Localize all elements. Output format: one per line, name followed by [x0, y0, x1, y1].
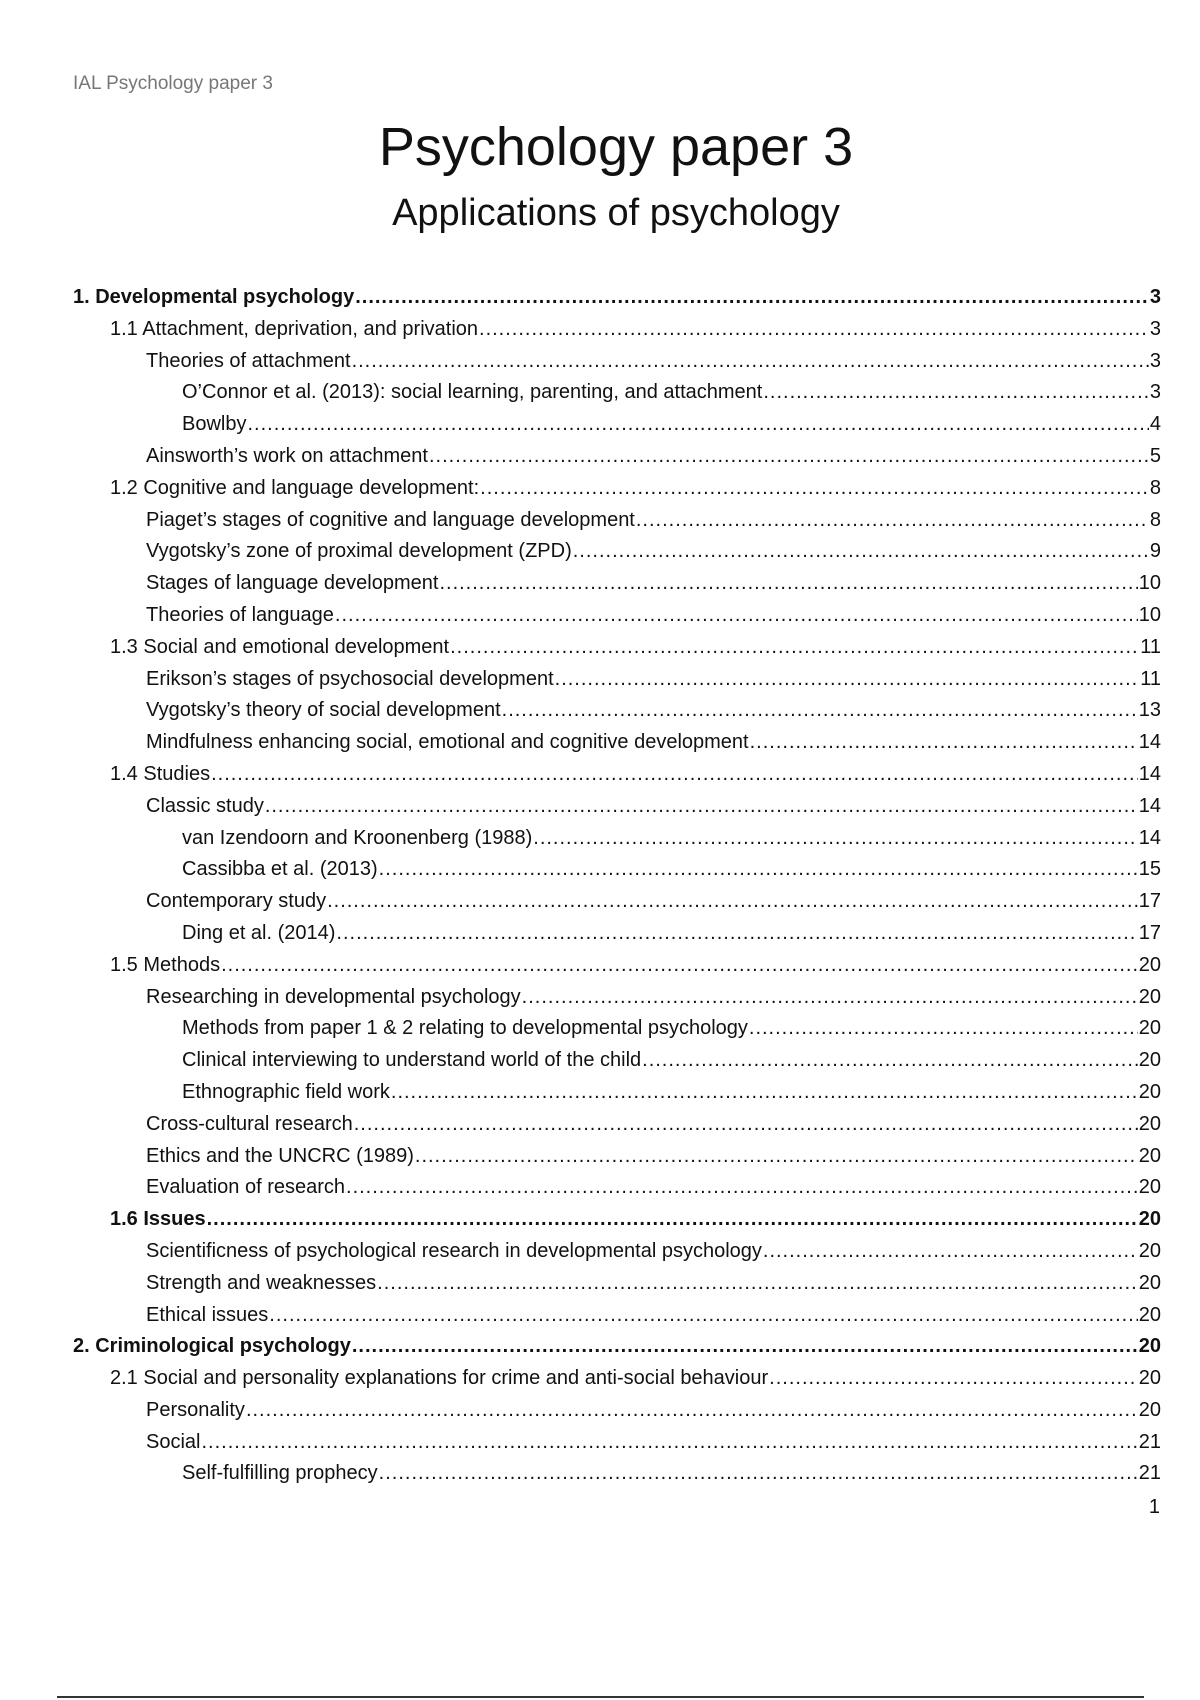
toc-entry-label: O’Connor et al. (2013): social learning, parenting, and attachment: [182, 381, 763, 404]
toc-dot-leader: [207, 1204, 1138, 1236]
toc-entry[interactable]: [73, 886, 1161, 918]
toc-dot-leader: [269, 1300, 1137, 1332]
toc-dot-leader: [429, 441, 1149, 473]
page-subtitle: Applications of psychology: [392, 192, 840, 234]
toc-entry[interactable]: [73, 1045, 1161, 1077]
toc-entry-page: 14: [1138, 826, 1161, 849]
toc-dot-leader: [211, 759, 1138, 791]
toc-entry-label: Erikson’s stages of psychosocial development: [146, 667, 554, 690]
toc-entry-page: 3: [1149, 317, 1161, 340]
toc-entry-label: van Izendoorn and Kroonenberg (1988): [182, 826, 533, 849]
toc-dot-leader: [555, 664, 1140, 696]
toc-dot-leader: [749, 1013, 1138, 1045]
toc-entry[interactable]: [73, 536, 1161, 568]
toc-entry-label: 1.2 Cognitive and language development:: [110, 476, 480, 499]
toc-dot-leader: [335, 600, 1138, 632]
toc-entry[interactable]: [73, 505, 1161, 537]
toc-entry[interactable]: [73, 854, 1161, 886]
toc-dot-leader: [763, 377, 1149, 409]
toc-dot-leader: [439, 568, 1137, 600]
toc-dot-leader: [377, 1268, 1138, 1300]
toc-entry-label: Piaget’s stages of cognitive and language development: [146, 508, 635, 531]
toc-entry-page: 5: [1149, 444, 1161, 467]
toc-entry-label: Ethics and the UNCRC (1989): [146, 1144, 414, 1167]
toc-entry-page: 20: [1138, 1112, 1161, 1135]
toc-entry-label: 1.3 Social and emotional development: [110, 635, 450, 658]
toc-entry-page: 15: [1138, 858, 1161, 881]
toc-dot-leader: [450, 632, 1139, 664]
toc-entry-page: 20: [1138, 1176, 1161, 1199]
toc-entry-page: 17: [1138, 890, 1161, 913]
toc-entry-label: Stages of language development: [146, 572, 439, 595]
toc-entry-page: 13: [1138, 699, 1161, 722]
toc-entry-page: 20: [1138, 1367, 1161, 1390]
running-header: IAL Psychology paper 3: [73, 73, 273, 94]
toc-entry-label: Evaluation of research: [146, 1176, 346, 1199]
toc-dot-leader: [415, 1141, 1138, 1173]
toc-entry-label: 1.6 Issues: [110, 1208, 206, 1231]
toc-entry-label: Self-fulfilling prophecy: [182, 1462, 378, 1485]
toc-entry-label: Ding et al. (2014): [182, 921, 336, 944]
toc-entry-label: Scientificness of psychological research in developmental psychology: [146, 1239, 762, 1262]
toc-entry-page: 9: [1149, 540, 1161, 563]
toc-entry-page: 20: [1138, 1049, 1161, 1072]
toc-entry-label: 1.5 Methods: [110, 953, 221, 976]
toc-entry-page: 4: [1149, 413, 1161, 436]
toc-entry-label: Mindfulness enhancing social, emotional and cognitive development: [146, 731, 749, 754]
toc-entry[interactable]: [73, 727, 1161, 759]
toc-entry[interactable]: [73, 1077, 1161, 1109]
toc-entry-page: 20: [1138, 1080, 1161, 1103]
toc-entry-page: 20: [1138, 1017, 1161, 1040]
toc-entry[interactable]: [73, 1141, 1161, 1173]
toc-dot-leader: [352, 346, 1149, 378]
toc-entry[interactable]: [73, 1458, 1161, 1490]
toc-dot-leader: [522, 982, 1138, 1014]
toc-dot-leader: [346, 1172, 1138, 1204]
toc-entry[interactable]: [73, 1013, 1161, 1045]
toc-entry-label: Methods from paper 1 & 2 relating to developmental psychology: [182, 1017, 748, 1040]
toc-entry-page: 3: [1149, 286, 1161, 308]
toc-entry-page: 20: [1138, 1271, 1161, 1294]
toc-entry[interactable]: [73, 409, 1161, 441]
toc-dot-leader: [533, 823, 1137, 855]
toc-entry[interactable]: [73, 1395, 1161, 1427]
table-of-contents: [73, 282, 1161, 1490]
toc-entry[interactable]: [73, 600, 1161, 632]
toc-entry-label: Bowlby: [182, 413, 247, 436]
toc-dot-leader: [336, 918, 1137, 950]
toc-entry[interactable]: [73, 1363, 1161, 1395]
toc-entry-label: Ainsworth’s work on attachment: [146, 444, 428, 467]
toc-entry[interactable]: [73, 1236, 1161, 1268]
toc-entry-label: Clinical interviewing to understand world of the child: [182, 1049, 642, 1072]
toc-dot-leader: [636, 505, 1149, 537]
toc-dot-leader: [750, 727, 1138, 759]
toc-dot-leader: [265, 791, 1138, 823]
toc-dot-leader: [201, 1427, 1137, 1459]
toc-entry[interactable]: [73, 1300, 1161, 1332]
toc-entry[interactable]: [73, 1109, 1161, 1141]
toc-entry-page: 10: [1138, 572, 1161, 595]
toc-entry-page: 17: [1138, 921, 1161, 944]
toc-dot-leader: [379, 1458, 1138, 1490]
toc-entry-label: Classic study: [146, 794, 264, 817]
toc-dot-leader: [221, 950, 1138, 982]
toc-entry[interactable]: [73, 632, 1161, 664]
toc-dot-leader: [769, 1363, 1138, 1395]
toc-dot-leader: [327, 886, 1138, 918]
toc-entry-page: 11: [1140, 635, 1161, 658]
toc-entry-label: 1.1 Attachment, deprivation, and privation: [110, 317, 479, 340]
toc-entry-page: 10: [1138, 603, 1161, 626]
toc-entry[interactable]: [73, 695, 1161, 727]
toc-dot-leader: [352, 1331, 1138, 1363]
toc-dot-leader: [642, 1045, 1138, 1077]
toc-entry[interactable]: [73, 314, 1161, 346]
toc-entry-page: 20: [1138, 985, 1161, 1008]
page-title: Psychology paper 3: [378, 117, 854, 177]
toc-entry[interactable]: [73, 1268, 1161, 1300]
toc-entry[interactable]: [73, 1204, 1161, 1236]
toc-entry-label: 1. Developmental psychology: [73, 286, 355, 308]
toc-entry-label: Theories of attachment: [146, 349, 351, 372]
toc-entry[interactable]: [73, 1172, 1161, 1204]
toc-entry-label: 1.4 Studies: [110, 762, 211, 785]
toc-entry-page: 14: [1138, 762, 1161, 785]
toc-entry[interactable]: [73, 918, 1161, 950]
toc-entry[interactable]: [73, 950, 1161, 982]
toc-dot-leader: [502, 695, 1138, 727]
toc-entry-page: 3: [1149, 349, 1161, 372]
toc-entry-label: Researching in developmental psychology: [146, 985, 521, 1008]
toc-entry[interactable]: [73, 568, 1161, 600]
toc-entry-page: 3: [1149, 381, 1161, 404]
toc-entry[interactable]: [73, 1427, 1161, 1459]
toc-entry-label: Strength and weaknesses: [146, 1271, 377, 1294]
toc-entry[interactable]: [73, 759, 1161, 791]
toc-entry-page: 14: [1138, 731, 1161, 754]
toc-dot-leader: [355, 282, 1149, 314]
toc-entry-page: 20: [1138, 1303, 1161, 1326]
toc-dot-leader: [379, 854, 1138, 886]
toc-entry-label: Cross-cultural research: [146, 1112, 353, 1135]
toc-dot-leader: [246, 1395, 1138, 1427]
toc-entry-page: 20: [1138, 1239, 1161, 1262]
toc-entry-label: Social: [146, 1430, 201, 1453]
toc-entry[interactable]: [73, 282, 1161, 314]
toc-dot-leader: [479, 314, 1149, 346]
toc-entry-label: Contemporary study: [146, 890, 327, 913]
toc-dot-leader: [573, 536, 1149, 568]
toc-entry-label: 2.1 Social and personality explanations for crime and anti-social behaviour: [110, 1367, 769, 1390]
toc-entry[interactable]: [73, 664, 1161, 696]
toc-entry[interactable]: [73, 346, 1161, 378]
toc-entry-label: Vygotsky’s theory of social development: [146, 699, 501, 722]
toc-entry-page: 21: [1138, 1430, 1161, 1453]
toc-entry[interactable]: [73, 1331, 1161, 1363]
toc-entry[interactable]: [73, 791, 1161, 823]
toc-entry-page: 8: [1149, 476, 1161, 499]
toc-entry[interactable]: [73, 441, 1161, 473]
toc-entry-page: 20: [1138, 1335, 1161, 1358]
toc-entry-page: 14: [1138, 794, 1161, 817]
footer-divider: [57, 1696, 1144, 1698]
toc-entry-label: 2. Criminological psychology: [73, 1335, 351, 1358]
toc-entry-label: Ethical issues: [146, 1303, 269, 1326]
toc-entry-label: Personality: [146, 1398, 245, 1421]
toc-entry[interactable]: [73, 473, 1161, 505]
toc-dot-leader: [480, 473, 1149, 505]
toc-entry[interactable]: [73, 377, 1161, 409]
toc-entry-page: 20: [1138, 953, 1161, 976]
toc-entry-label: Ethnographic field work: [182, 1080, 390, 1103]
toc-entry[interactable]: [73, 982, 1161, 1014]
toc-entry-page: 20: [1138, 1144, 1161, 1167]
page-number: 1: [1148, 1496, 1160, 1518]
toc-dot-leader: [391, 1077, 1138, 1109]
toc-dot-leader: [247, 409, 1148, 441]
toc-entry-label: Cassibba et al. (2013): [182, 858, 378, 881]
toc-entry-page: 21: [1138, 1462, 1161, 1485]
toc-dot-leader: [763, 1236, 1138, 1268]
toc-entry-label: Vygotsky’s zone of proximal development (ZPD): [146, 540, 572, 563]
toc-entry[interactable]: [73, 823, 1161, 855]
toc-dot-leader: [354, 1109, 1138, 1141]
toc-entry-page: 20: [1138, 1208, 1161, 1231]
toc-entry-label: Theories of language: [146, 603, 334, 626]
toc-entry-page: 8: [1149, 508, 1161, 531]
toc-entry-page: 20: [1138, 1398, 1161, 1421]
toc-entry-page: 11: [1140, 667, 1161, 690]
